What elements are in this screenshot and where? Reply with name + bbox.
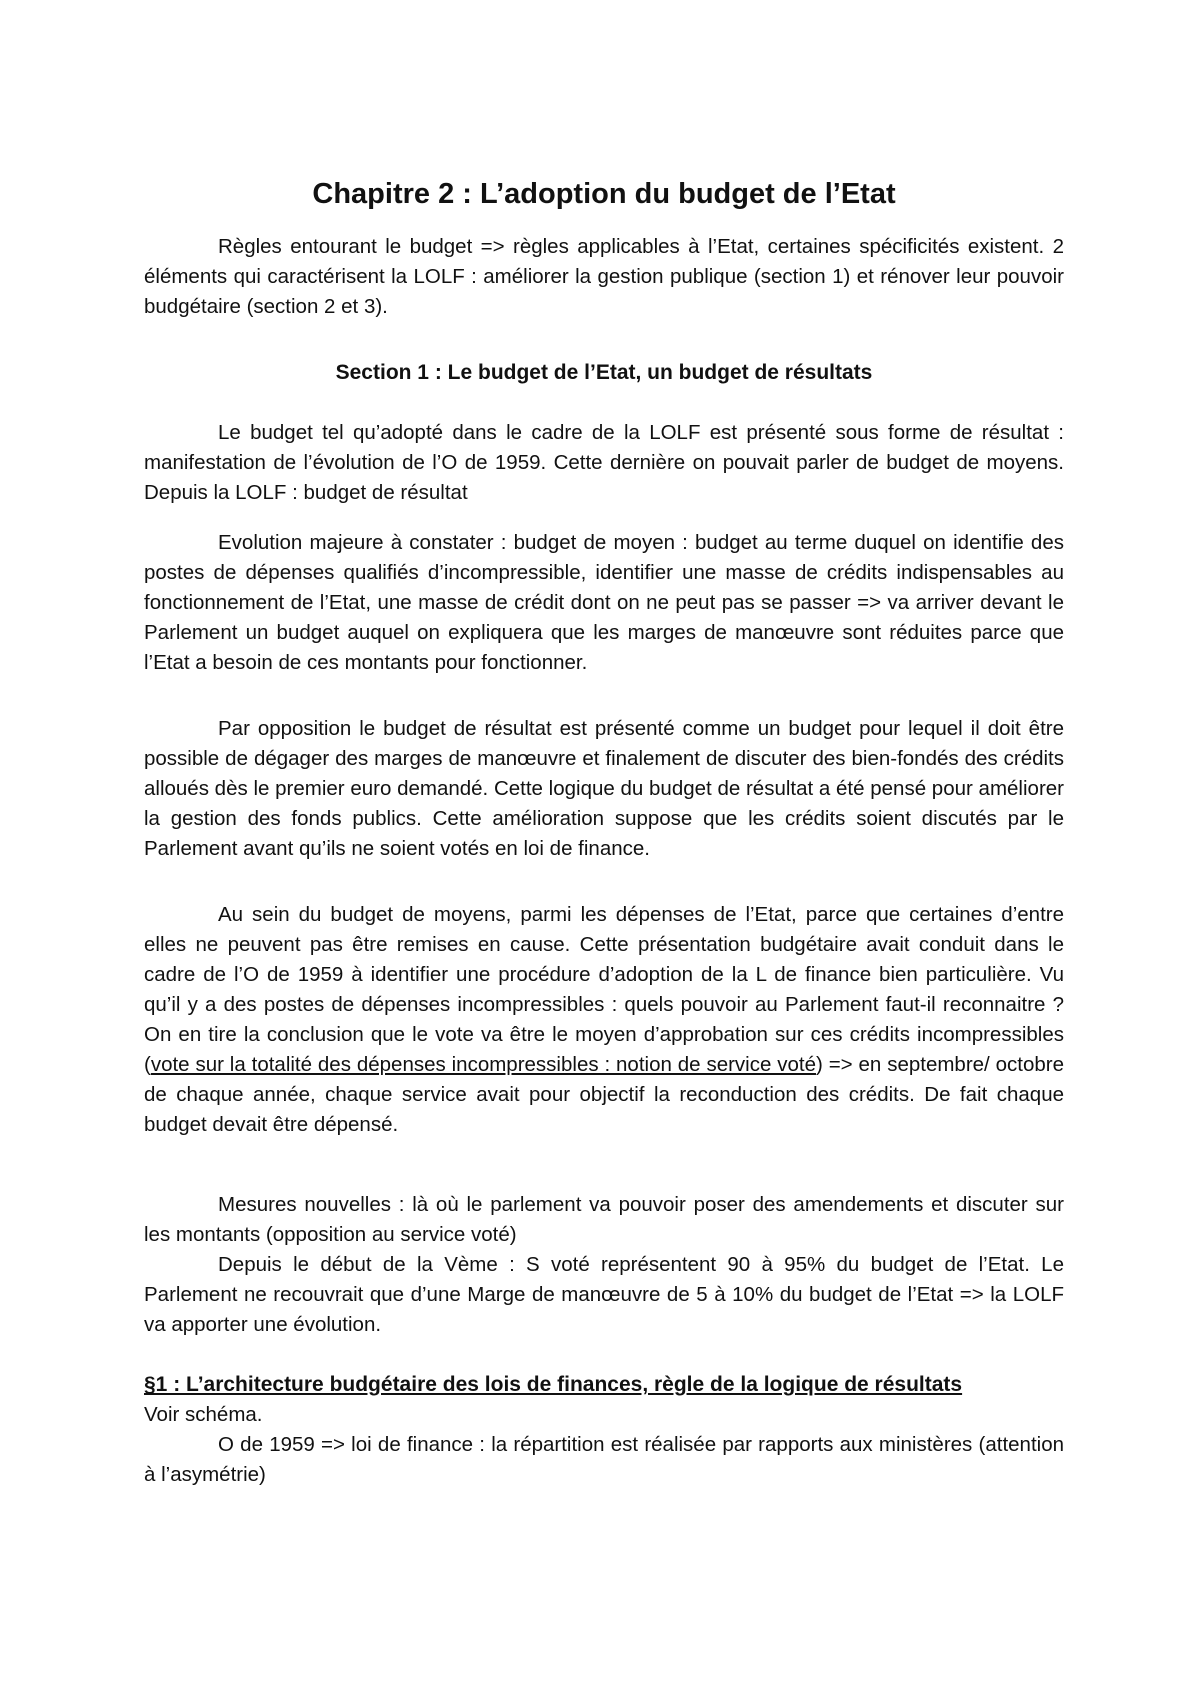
paragraph-2: Evolution majeure à constater : budget de moyen : budget au terme duquel on identifie des postes de dépenses qualifiés d’incompressible, identifier une masse de crédits indispensables au fonctionnement de l’Etat, une masse de crédit dont on ne peut pas se passer => va arriver devant le Parlement un budget auquel on expliquera que les marges de manœuvre sont réduites parce que l’Etat a besoin de ces montants pour fonctionner.	[144, 531, 1064, 674]
paragraph-5: Mesures nouvelles : là où le parlement va pouvoir poser des amendements et discuter sur les montants (opposition au service voté)	[144, 1193, 1064, 1246]
service-vote-underlined: vote sur la totalité des dépenses incompressibles : notion de service voté	[150, 1053, 816, 1076]
section-1-title: Section 1 : Le budget de l’Etat, un budget de résultats	[335, 361, 873, 384]
paragraph-8: O de 1959 => loi de finance : la répartition est réalisée par rapports aux ministères (attention à l’asymétrie)	[144, 1433, 1064, 1486]
paragraph-3: Par opposition le budget de résultat est présenté comme un budget pour lequel il doit être possible de dégager des marges de manœuvre et finalement de discuter des bien-fondés des crédits alloués dès le premier euro demandé. Cette logique du budget de résultat a été pensé pour améliorer la gestion des fonds publics. Cette amélioration suppose que les crédits soient discutés par le Parlement avant qu’ils ne soient votés en loi de finance.	[144, 717, 1064, 860]
paragraph-7: Voir schéma.	[144, 1403, 263, 1426]
paragraph-4	[144, 900, 1064, 1140]
paragraph-4-text-end: ) => en septembre/ octobre de chaque année, chaque service avait pour objectif la reconduction des crédits. De fait chaque budget devait être dépensé.	[144, 1053, 1064, 1136]
intro-paragraph: Règles entourant le budget => règles applicables à l’Etat, certaines spécificités existent. 2 éléments qui caractérisent la LOLF : améliorer la gestion publique (section 1) et rénover leur pouvoir budgétaire (section 2 et 3).	[144, 235, 1064, 318]
paragraph-6: Depuis le début de la Vème : S voté représentent 90 à 95% du budget de l’Etat. Le Parlement ne recouvrait que d’une Marge de manœuvre de 5 à 10% du budget de l’Etat => la LOLF va apporter une évolution.	[144, 1253, 1064, 1336]
paragraph-1: Le budget tel qu’adopté dans le cadre de la LOLF est présenté sous forme de résultat : manifestation de l’évolution de l’O de 1959. Cette dernière on pouvait parler de budget de moyens. Depuis la LOLF : budget de résultat	[144, 421, 1064, 504]
document-page	[144, 0, 1064, 1698]
chapter-title: Chapitre 2 : L’adoption du budget de l’Etat	[312, 178, 896, 210]
paragraph-4-text-start: Au sein du budget de moyens, parmi les dépenses de l’Etat, parce que certaines d’entre elles ne peuvent pas être remises en cause. Cette présentation budgétaire avait conduit dans le cadre de l’O de 1959 à identifier une procédure d’adoption de la L de finance bien particulière. Vu qu’il y a des postes de dépenses incompressibles : quels pouvoir au Parlement faut-il reconnaitre ? On en tire la conclusion que le vote va être le moyen d’approbation sur ces crédits incompressibles (	[144, 903, 1064, 1076]
subsection-1-title: §1 : L’architecture budgétaire des lois de finances, règle de la logique de résultats	[144, 1373, 963, 1396]
